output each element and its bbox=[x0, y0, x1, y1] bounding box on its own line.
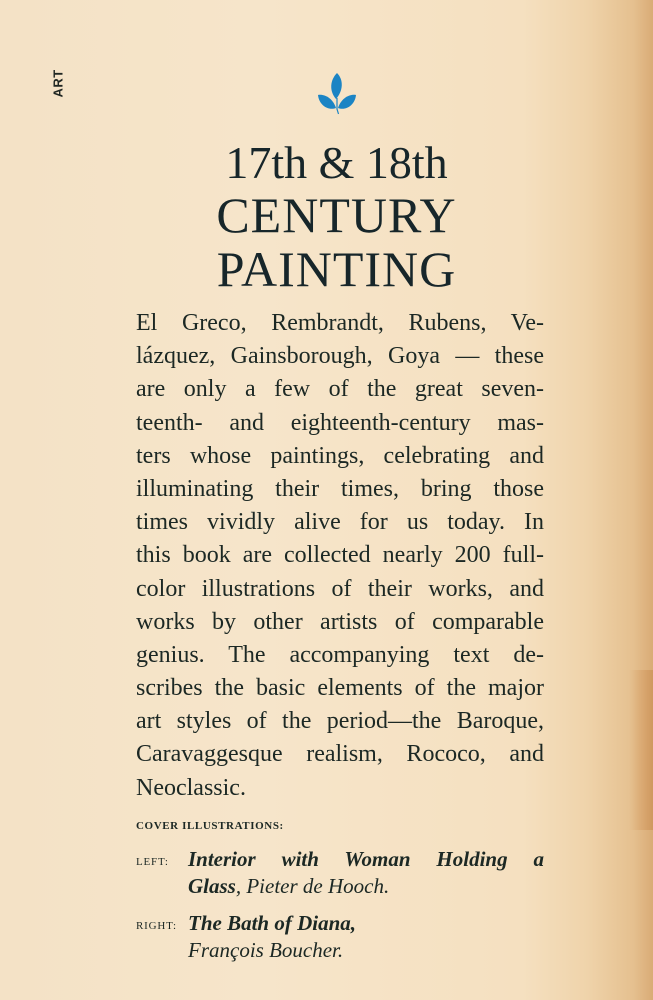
description-line: art styles of the period—the Baroque, bbox=[136, 708, 544, 735]
credit-right bbox=[136, 910, 556, 964]
category-label-text: ART bbox=[50, 69, 66, 98]
credit-left bbox=[136, 846, 556, 900]
category-label bbox=[50, 70, 66, 98]
description-line: color illustrations of their works, and bbox=[136, 575, 544, 602]
description-line: works by other artists of comparable bbox=[136, 608, 544, 635]
three-leaf-sprout-icon bbox=[314, 70, 360, 122]
description-line: El Greco, Rembrandt, Rubens, Ve- bbox=[136, 310, 544, 336]
description-line: teenth- and eighteenth-century mas- bbox=[136, 409, 544, 436]
age-stain bbox=[629, 670, 653, 830]
book-title-line-1: 17th & 18th bbox=[225, 137, 448, 188]
credit-left-title-line-1: Interior with Woman Holding a bbox=[188, 847, 544, 871]
description-line: lázquez, Gainsborough, Goya — these bbox=[136, 343, 544, 370]
description-line: illuminating their times, bring those bbox=[136, 475, 544, 502]
credit-left-title-line-2: Glass bbox=[188, 874, 236, 898]
credit-right-title: The Bath of Diana bbox=[188, 911, 351, 935]
credits-heading: COVER ILLUSTRATIONS: bbox=[136, 820, 284, 832]
credit-left-body bbox=[188, 846, 544, 900]
description-line: times vividly alive for us today. In bbox=[136, 509, 544, 536]
description-line: are only a few of the great seven- bbox=[136, 376, 544, 403]
description-paragraph bbox=[136, 307, 544, 805]
credit-left-artist: , Pieter de Hooch. bbox=[235, 874, 390, 898]
description-line: Neoclassic. bbox=[136, 774, 246, 801]
book-title-line-2: CENTURY bbox=[216, 187, 457, 243]
description-line: scribes the basic elements of the major bbox=[136, 675, 544, 702]
description-line: ters whose paintings, celebrating and bbox=[136, 442, 544, 469]
credit-right-label: RIGHT: bbox=[136, 920, 177, 932]
book-title-line-3: PAINTING bbox=[216, 241, 457, 297]
credit-right-body bbox=[188, 910, 544, 964]
credit-right-title-suffix: , bbox=[350, 911, 357, 935]
credit-right-artist: François Boucher. bbox=[188, 938, 344, 962]
credit-left-label: LEFT: bbox=[136, 856, 169, 868]
publisher-logo bbox=[314, 70, 360, 122]
description-line: this book are collected nearly 200 full- bbox=[136, 542, 544, 569]
cover-illustrations-credits bbox=[136, 820, 556, 974]
description-line: Caravaggesque realism, Rococo, and bbox=[136, 741, 544, 768]
description-line: genius. The accompanying text de- bbox=[136, 641, 544, 668]
